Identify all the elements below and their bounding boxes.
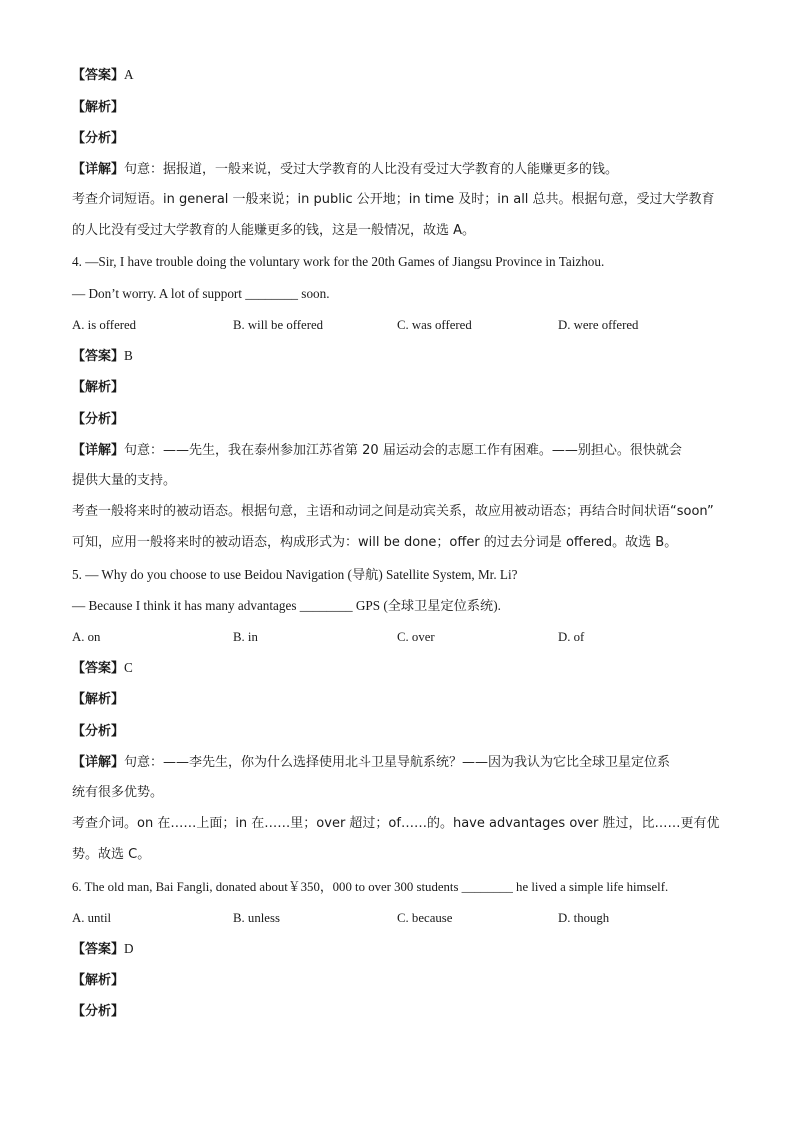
q4-detail-line3: 考查一般将来时的被动语态。根据句意，主语和动词之间是动宾关系，故应用被动语态；再结合时间状语“soon”	[72, 504, 714, 519]
q5-option-d: D. of	[558, 630, 585, 644]
q4-detail-line4: 可知，应用一般将来时的被动语态，构成形式为：will be done；offer 的过去分词是 offered。故选 B。	[72, 535, 678, 550]
q4-option-a: A. is offered	[72, 318, 137, 332]
answer-value: B	[124, 348, 133, 363]
detail-text: 句意：据报道，一般来说，受过大学教育的人比没有受过大学教育的人能赚更多的钱。	[124, 162, 619, 177]
fenxi-label: 【分析】	[72, 724, 125, 739]
q5-stem-line1: 5. — Why do you choose to use Beidou Navigation (导航) Satellite System, Mr. Li?	[72, 567, 518, 582]
answer-label: 【答案】	[72, 68, 125, 83]
q4-options	[72, 316, 732, 334]
q5-detail-line2: 统有很多优势。	[72, 785, 164, 800]
q4-stem-line1: 4. —Sir, I have trouble doing the voluntary work for the 20th Games of Jiangsu Province in Taizhou.	[72, 254, 605, 269]
detail-text: 句意：——先生，我在泰州参加江苏省第 20 届运动会的志愿工作有困难。——别担心。很快就会	[124, 443, 682, 458]
answer-value: D	[124, 941, 134, 956]
analysis-label: 【解析】	[72, 973, 125, 988]
answer-value: C	[124, 660, 133, 675]
q4-option-b: B. will be offered	[233, 318, 324, 332]
q4-option-c: C. was offered	[397, 318, 472, 332]
q5-detail-line3: 考查介词。on 在……上面；in 在……里；over 超过；of……的。have advantages over 胜过，比……更有优	[72, 816, 720, 831]
fenxi-label: 【分析】	[72, 412, 125, 427]
analysis-label: 【解析】	[72, 380, 125, 395]
q5-fenxi-line	[72, 722, 732, 741]
detail-label: 【详解】	[72, 443, 125, 458]
q5-stem-line2: — Because I think it has many advantages ________ GPS (全球卫星定位系统).	[72, 598, 501, 613]
q3-detail-line1	[72, 160, 732, 179]
q4-option-d: D. were offered	[558, 318, 639, 332]
q3-fenxi-line	[72, 129, 732, 148]
q4-answer-line	[72, 347, 732, 366]
q6-fenxi-line	[72, 1002, 732, 1021]
q5-option-c: C. over	[397, 630, 435, 644]
q5-answer-line	[72, 659, 732, 678]
q6-stem-line1: 6. The old man, Bai Fangli, donated about￥350，000 to over 300 students ________ he lived a simple life himself.	[72, 880, 669, 894]
q5-option-b: B. in	[233, 630, 258, 644]
detail-label: 【详解】	[72, 755, 125, 770]
q4-fenxi-line	[72, 410, 732, 429]
q5-options	[72, 628, 732, 646]
q5-analysis-line	[72, 690, 732, 709]
q3-analysis-line	[72, 98, 732, 117]
analysis-label: 【解析】	[72, 100, 125, 115]
q4-stem-line2: — Don’t worry. A lot of support ________ soon.	[72, 286, 330, 301]
q4-analysis-line	[72, 378, 732, 397]
answer-label: 【答案】	[72, 661, 125, 676]
q6-option-a: A. until	[72, 911, 112, 925]
q3-detail-line3: 的人比没有受过大学教育的人能赚更多的钱，这是一般情况，故选 A。	[72, 223, 476, 238]
q4-detail-line1	[72, 441, 732, 460]
q6-answer-line	[72, 940, 732, 959]
detail-label: 【详解】	[72, 162, 125, 177]
q5-option-a: A. on	[72, 630, 101, 644]
q6-option-b: B. unless	[233, 911, 280, 925]
fenxi-label: 【分析】	[72, 131, 125, 146]
answer-label: 【答案】	[72, 349, 125, 364]
q6-analysis-line	[72, 971, 732, 990]
q3-detail-line2: 考查介词短语。in general 一般来说；in public 公开地；in time 及时；in all 总共。根据句意，受过大学教育	[72, 192, 715, 207]
q6-option-d: D. though	[558, 911, 610, 925]
analysis-label: 【解析】	[72, 692, 125, 707]
q6-options	[72, 909, 732, 927]
q5-detail-line4: 势。故选 C。	[72, 847, 151, 862]
fenxi-label: 【分析】	[72, 1004, 125, 1019]
q4-detail-line2: 提供大量的支持。	[72, 473, 177, 488]
answer-value: A	[124, 67, 134, 82]
detail-text: 句意：——李先生，你为什么选择使用北斗卫星导航系统？——因为我认为它比全球卫星定位系	[124, 755, 671, 770]
answer-label: 【答案】	[72, 942, 125, 957]
q3-answer-line	[72, 66, 732, 85]
q6-option-c: C. because	[397, 911, 453, 925]
q5-detail-line1	[72, 753, 732, 772]
